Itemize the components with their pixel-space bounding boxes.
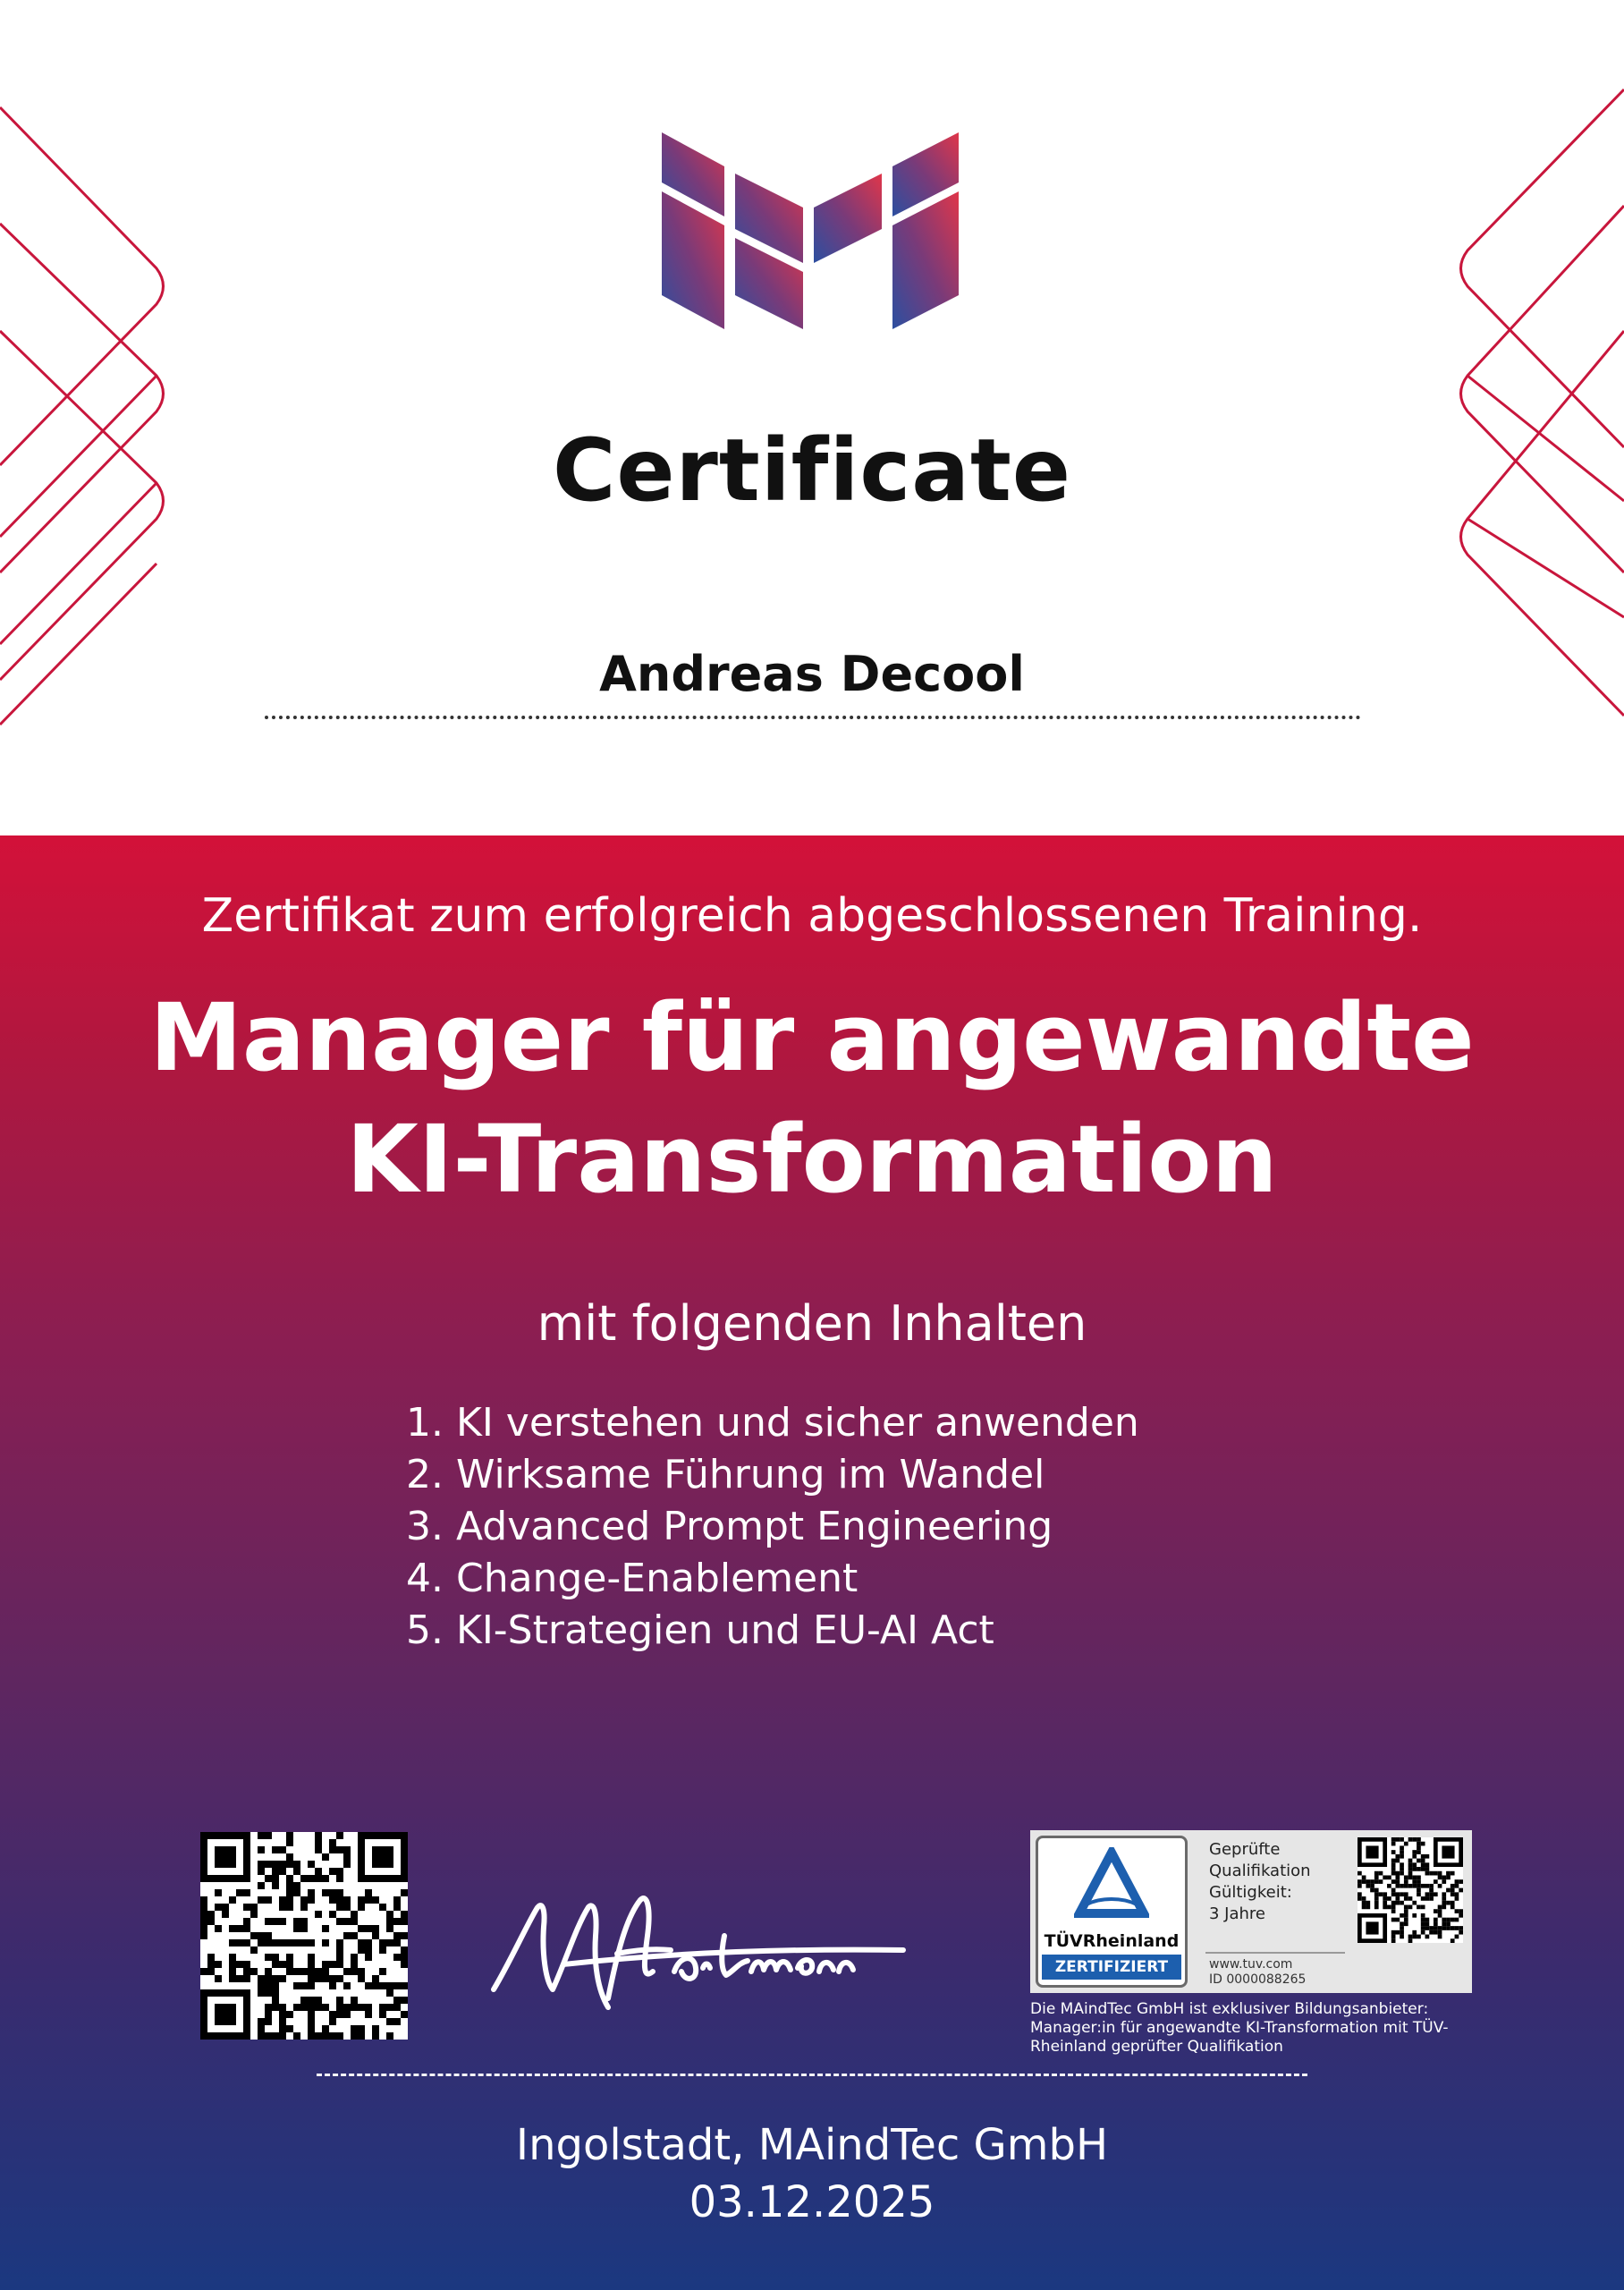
list-item: 3. Advanced Prompt Engineering xyxy=(406,1504,1053,1549)
list-item: 2. Wirksame Führung im Wandel xyxy=(406,1452,1045,1497)
certificate-header xyxy=(0,0,1624,835)
recipient-underline xyxy=(265,716,1361,719)
tuv-qr-code-icon xyxy=(1358,1837,1463,1943)
tuv-badge xyxy=(1036,1836,1188,1988)
decorative-lines-right-icon xyxy=(1445,0,1624,835)
tuv-site-info xyxy=(1209,1957,1306,1988)
tuv-qualification-text xyxy=(1209,1839,1311,1925)
tuv-line-1: Geprüfte xyxy=(1209,1840,1281,1859)
signature-divider xyxy=(317,2074,1307,2076)
certificate-title: Certificate xyxy=(552,420,1072,521)
contents-heading: mit folgenden Inhalten xyxy=(537,1295,1087,1352)
course-title xyxy=(0,977,1624,1220)
list-item: 1. KI verstehen und sicher anwenden xyxy=(406,1400,1139,1446)
issue-place: Ingolstadt, MAindTec GmbH xyxy=(515,2120,1109,2170)
certificate-subtitle: Zertifikat zum erfolgreich abgeschlossenen Training. xyxy=(201,889,1423,943)
tuv-note: Die MAindTec GmbH ist exklusiver Bildungsanbieter: Manager:in für angewandte KI-Transformation mit TÜV-Rheinland geprüfter Qualifikation xyxy=(1030,2000,1449,2056)
course-title-line-2: KI-Transformation xyxy=(346,1105,1278,1214)
course-title-line-1: Manager für angewandte xyxy=(149,983,1475,1092)
tuv-line-4: 3 Jahre xyxy=(1209,1904,1265,1923)
qr-code-icon xyxy=(200,1832,408,2040)
list-item: 4. Change-Enablement xyxy=(406,1556,859,1601)
decorative-lines-left-icon xyxy=(0,0,179,835)
issue-date: 03.12.2025 xyxy=(689,2177,935,2227)
maindtec-m-logo-icon xyxy=(660,129,960,333)
tuv-divider xyxy=(1205,1952,1345,1954)
tuv-triangle-logo-icon xyxy=(1074,1847,1149,1922)
handwritten-signature-icon xyxy=(483,1882,912,2016)
contents-list xyxy=(406,1397,1300,1657)
list-item: 5. KI-Strategien und EU-AI Act xyxy=(406,1607,994,1653)
tuv-brand: TÜVRheinland xyxy=(1044,1931,1180,1951)
tuv-line-3: Gültigkeit: xyxy=(1209,1883,1292,1902)
certificate-body xyxy=(0,835,1624,2290)
tuv-zertifiziert-label: ZERTIFIZIERT xyxy=(1042,1955,1181,1980)
tuv-certification-seal xyxy=(1030,1830,1472,1993)
tuv-line-2: Qualifikation xyxy=(1209,1862,1311,1880)
tuv-site: www.tuv.com xyxy=(1209,1957,1293,1972)
recipient-name: Andreas Decool xyxy=(599,646,1025,702)
tuv-id: ID 0000088265 xyxy=(1209,1972,1307,1987)
